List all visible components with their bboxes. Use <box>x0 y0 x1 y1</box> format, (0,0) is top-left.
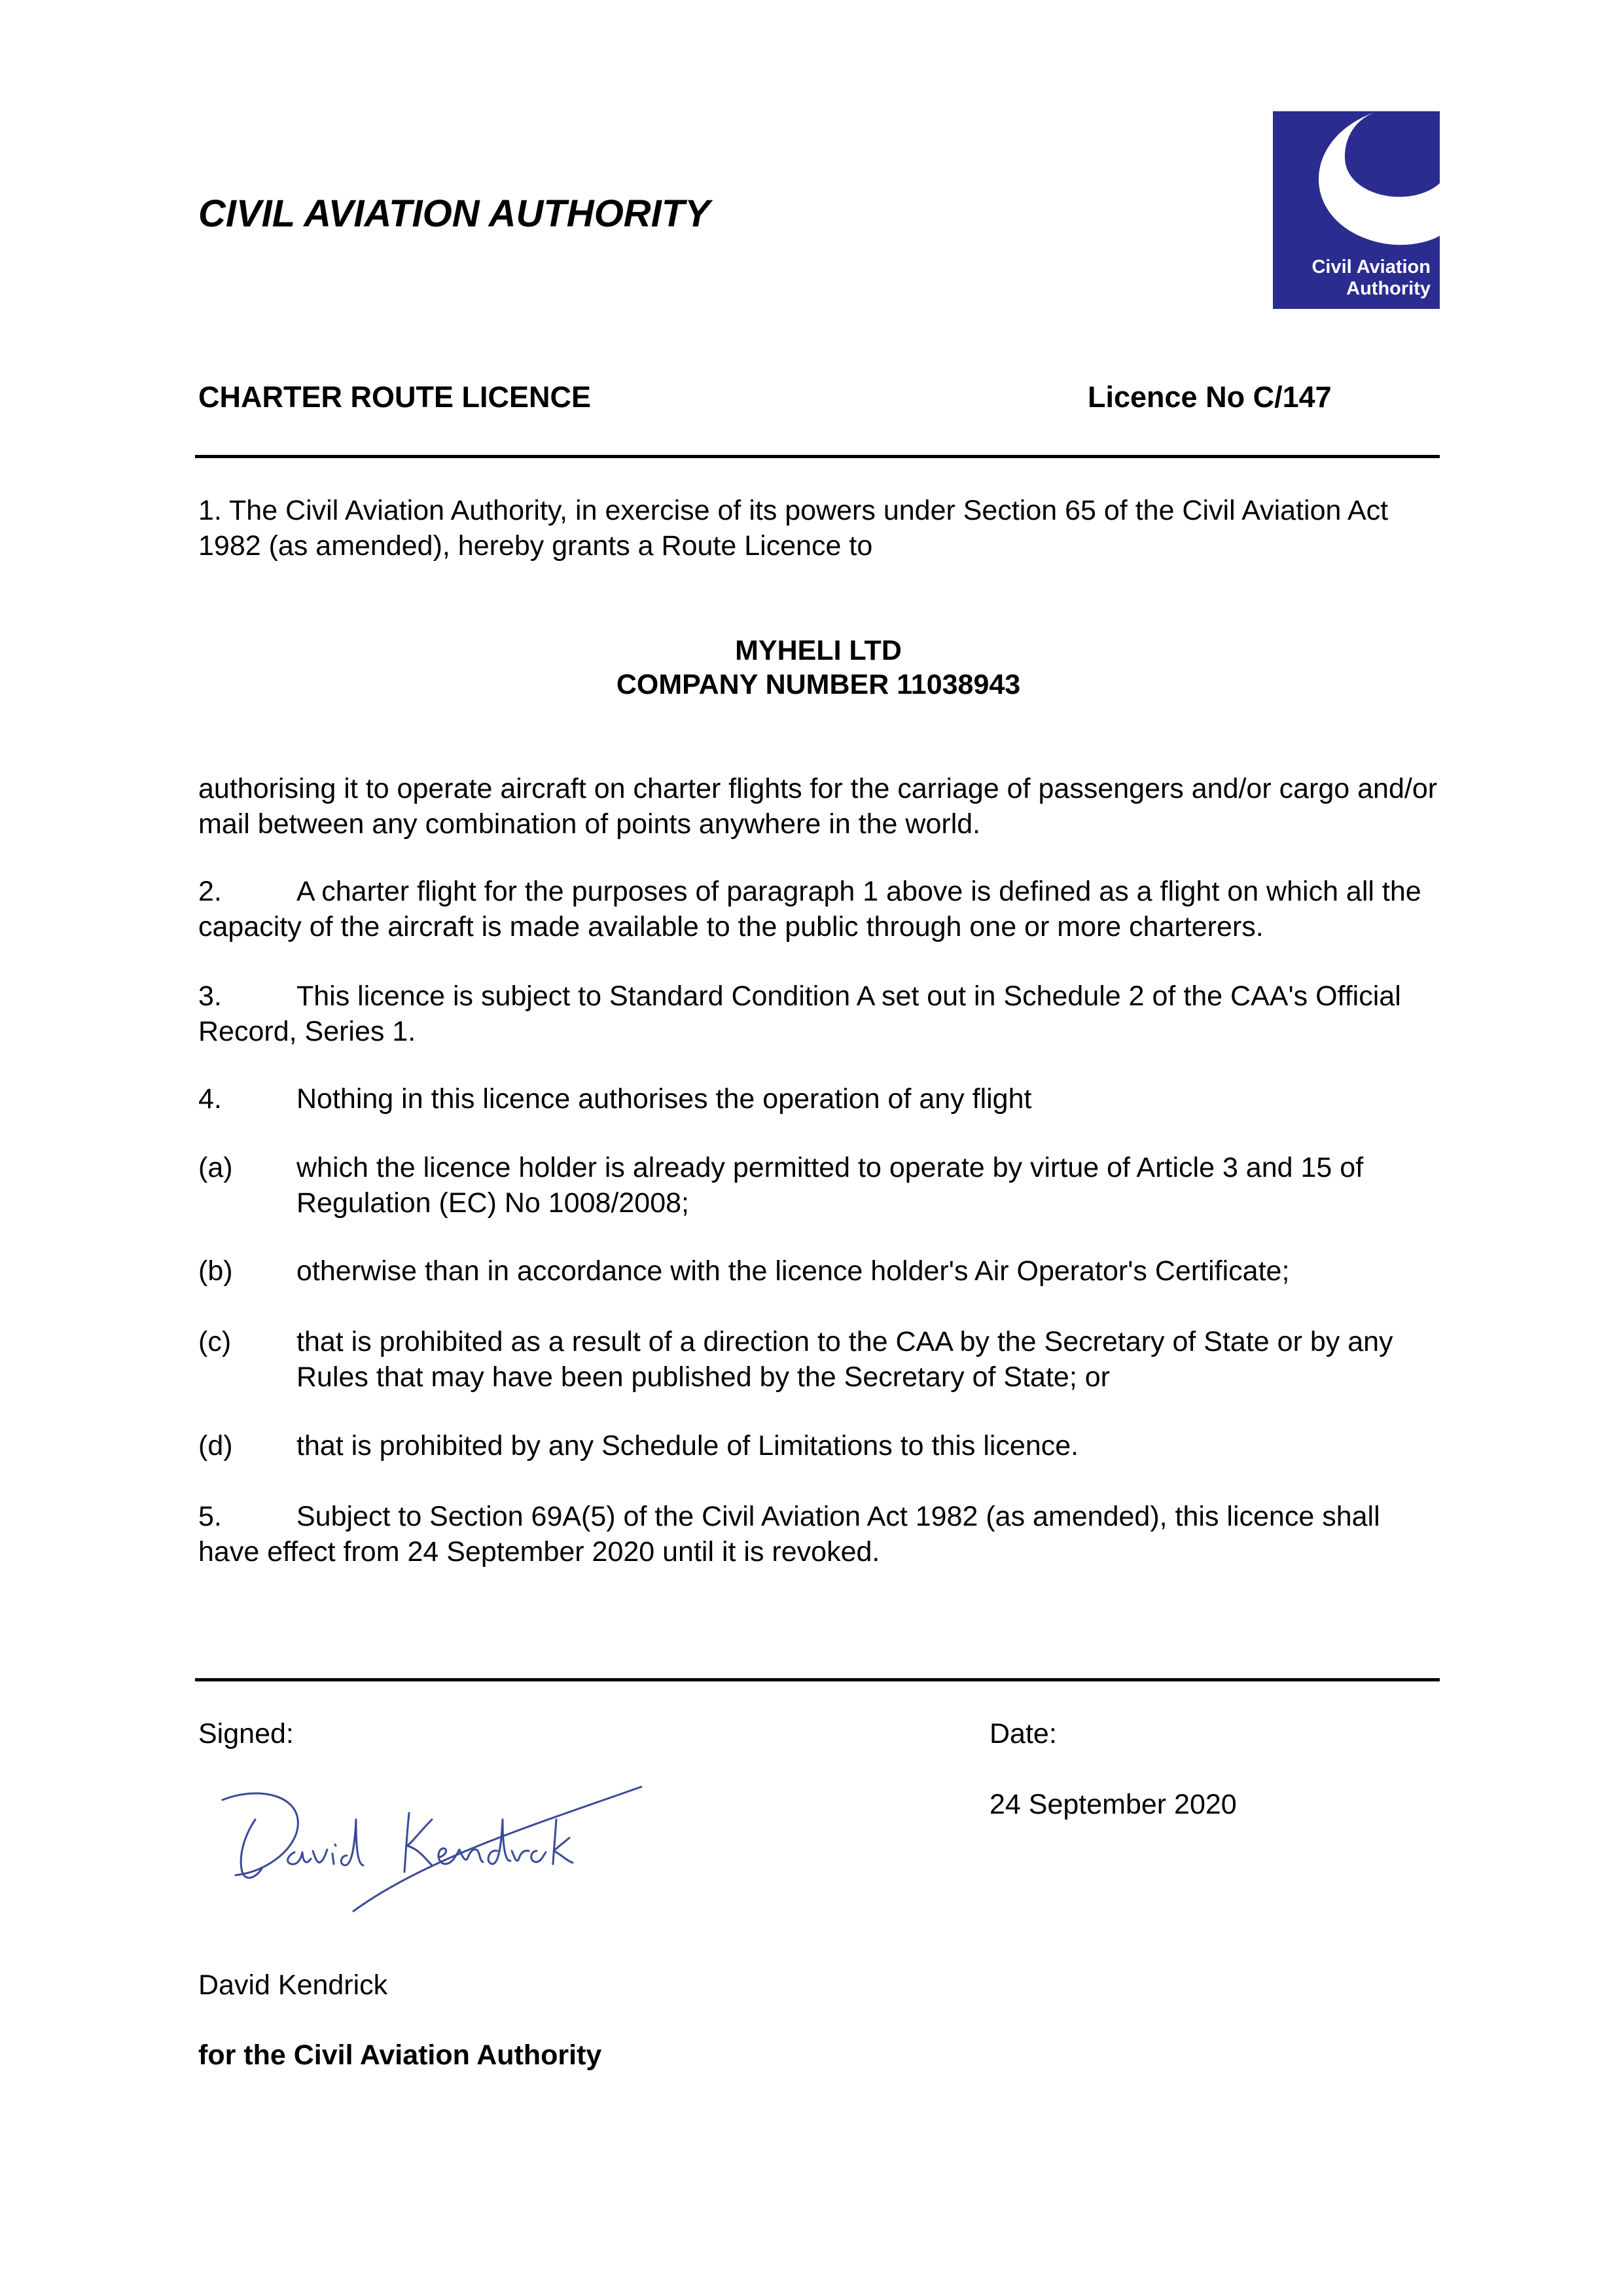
item-label: (c) <box>198 1326 232 1357</box>
paragraph-3 <box>198 978 1445 1049</box>
bottom-divider <box>195 1678 1440 1681</box>
organisation-title: CIVIL AVIATION AUTHORITY <box>198 192 710 235</box>
list-item <box>198 1253 1445 1289</box>
logo-text: Civil Aviation Authority <box>1311 257 1431 299</box>
paragraph-1-continued: authorising it to operate aircraft on charter flights for the carriage of passengers and/or cargo and/or mail between any combination of points anywhere in the world. <box>198 773 1438 840</box>
date-label: Date: <box>990 1718 1057 1749</box>
licence-holder-name: MYHELI LTD <box>735 635 902 666</box>
licence-title: CHARTER ROUTE LICENCE <box>198 380 592 414</box>
paragraph-number: 4. <box>198 1083 222 1115</box>
paragraph-1: 1. The Civil Aviation Authority, in exercise of its powers under Section 65 of the Civil Aviation Act 1982 (as amended), hereby grants a Route Licence to <box>198 495 1389 562</box>
paragraph-number: 3. <box>198 980 222 1012</box>
item-text: which the licence holder is already permitted to operate by virtue of Article 3 and 15 of Regulation (EC) No 1008/2008; <box>296 1152 1364 1219</box>
item-text: otherwise than in accordance with the licence holder's Air Operator's Certificate; <box>296 1255 1290 1287</box>
handwritten-signature <box>216 1767 661 1937</box>
signed-label: Signed: <box>198 1718 294 1749</box>
signatory-organisation: for the Civil Aviation Authority <box>198 2039 602 2071</box>
item-text: that is prohibited by any Schedule of Limitations to this licence. <box>296 1430 1079 1462</box>
paragraph-text: A charter flight for the purposes of paragraph 1 above is defined as a flight on which all the capacity of the aircraft is made available to the public through one or more charterers. <box>198 876 1421 942</box>
paragraph-text: This licence is subject to Standard Condition A set out in Schedule 2 of the CAA's Official Record, Series 1. <box>198 980 1401 1047</box>
list-item <box>198 1428 1445 1463</box>
item-label: (d) <box>198 1430 233 1462</box>
caa-logo-icon <box>1273 111 1440 309</box>
item-label: (b) <box>198 1255 233 1287</box>
list-item <box>198 1324 1445 1395</box>
paragraph-text: Nothing in this licence authorises the operation of any flight <box>296 1083 1032 1115</box>
paragraph-number: 5. <box>198 1501 222 1532</box>
paragraph-4 <box>198 1081 1445 1117</box>
paragraph-number: 2. <box>198 876 222 907</box>
paragraph-5 <box>198 1499 1445 1570</box>
top-divider <box>195 455 1440 458</box>
signatory-name: David Kendrick <box>198 1969 388 2001</box>
licence-number: Licence No C/147 <box>1088 380 1332 414</box>
item-text: that is prohibited as a result of a direction to the CAA by the Secretary of State or by any Rules that may have been published by the Secretary of State; or <box>296 1326 1393 1393</box>
paragraph-text: Subject to Section 69A(5) of the Civil Aviation Act 1982 (as amended), this licence shall have effect from 24 September 2020 until it is revoked. <box>198 1501 1380 1568</box>
item-label: (a) <box>198 1152 233 1183</box>
list-item <box>198 1150 1445 1221</box>
signature-date: 24 September 2020 <box>990 1789 1237 1820</box>
paragraph-2 <box>198 874 1445 944</box>
company-number: COMPANY NUMBER 11038943 <box>616 669 1021 700</box>
